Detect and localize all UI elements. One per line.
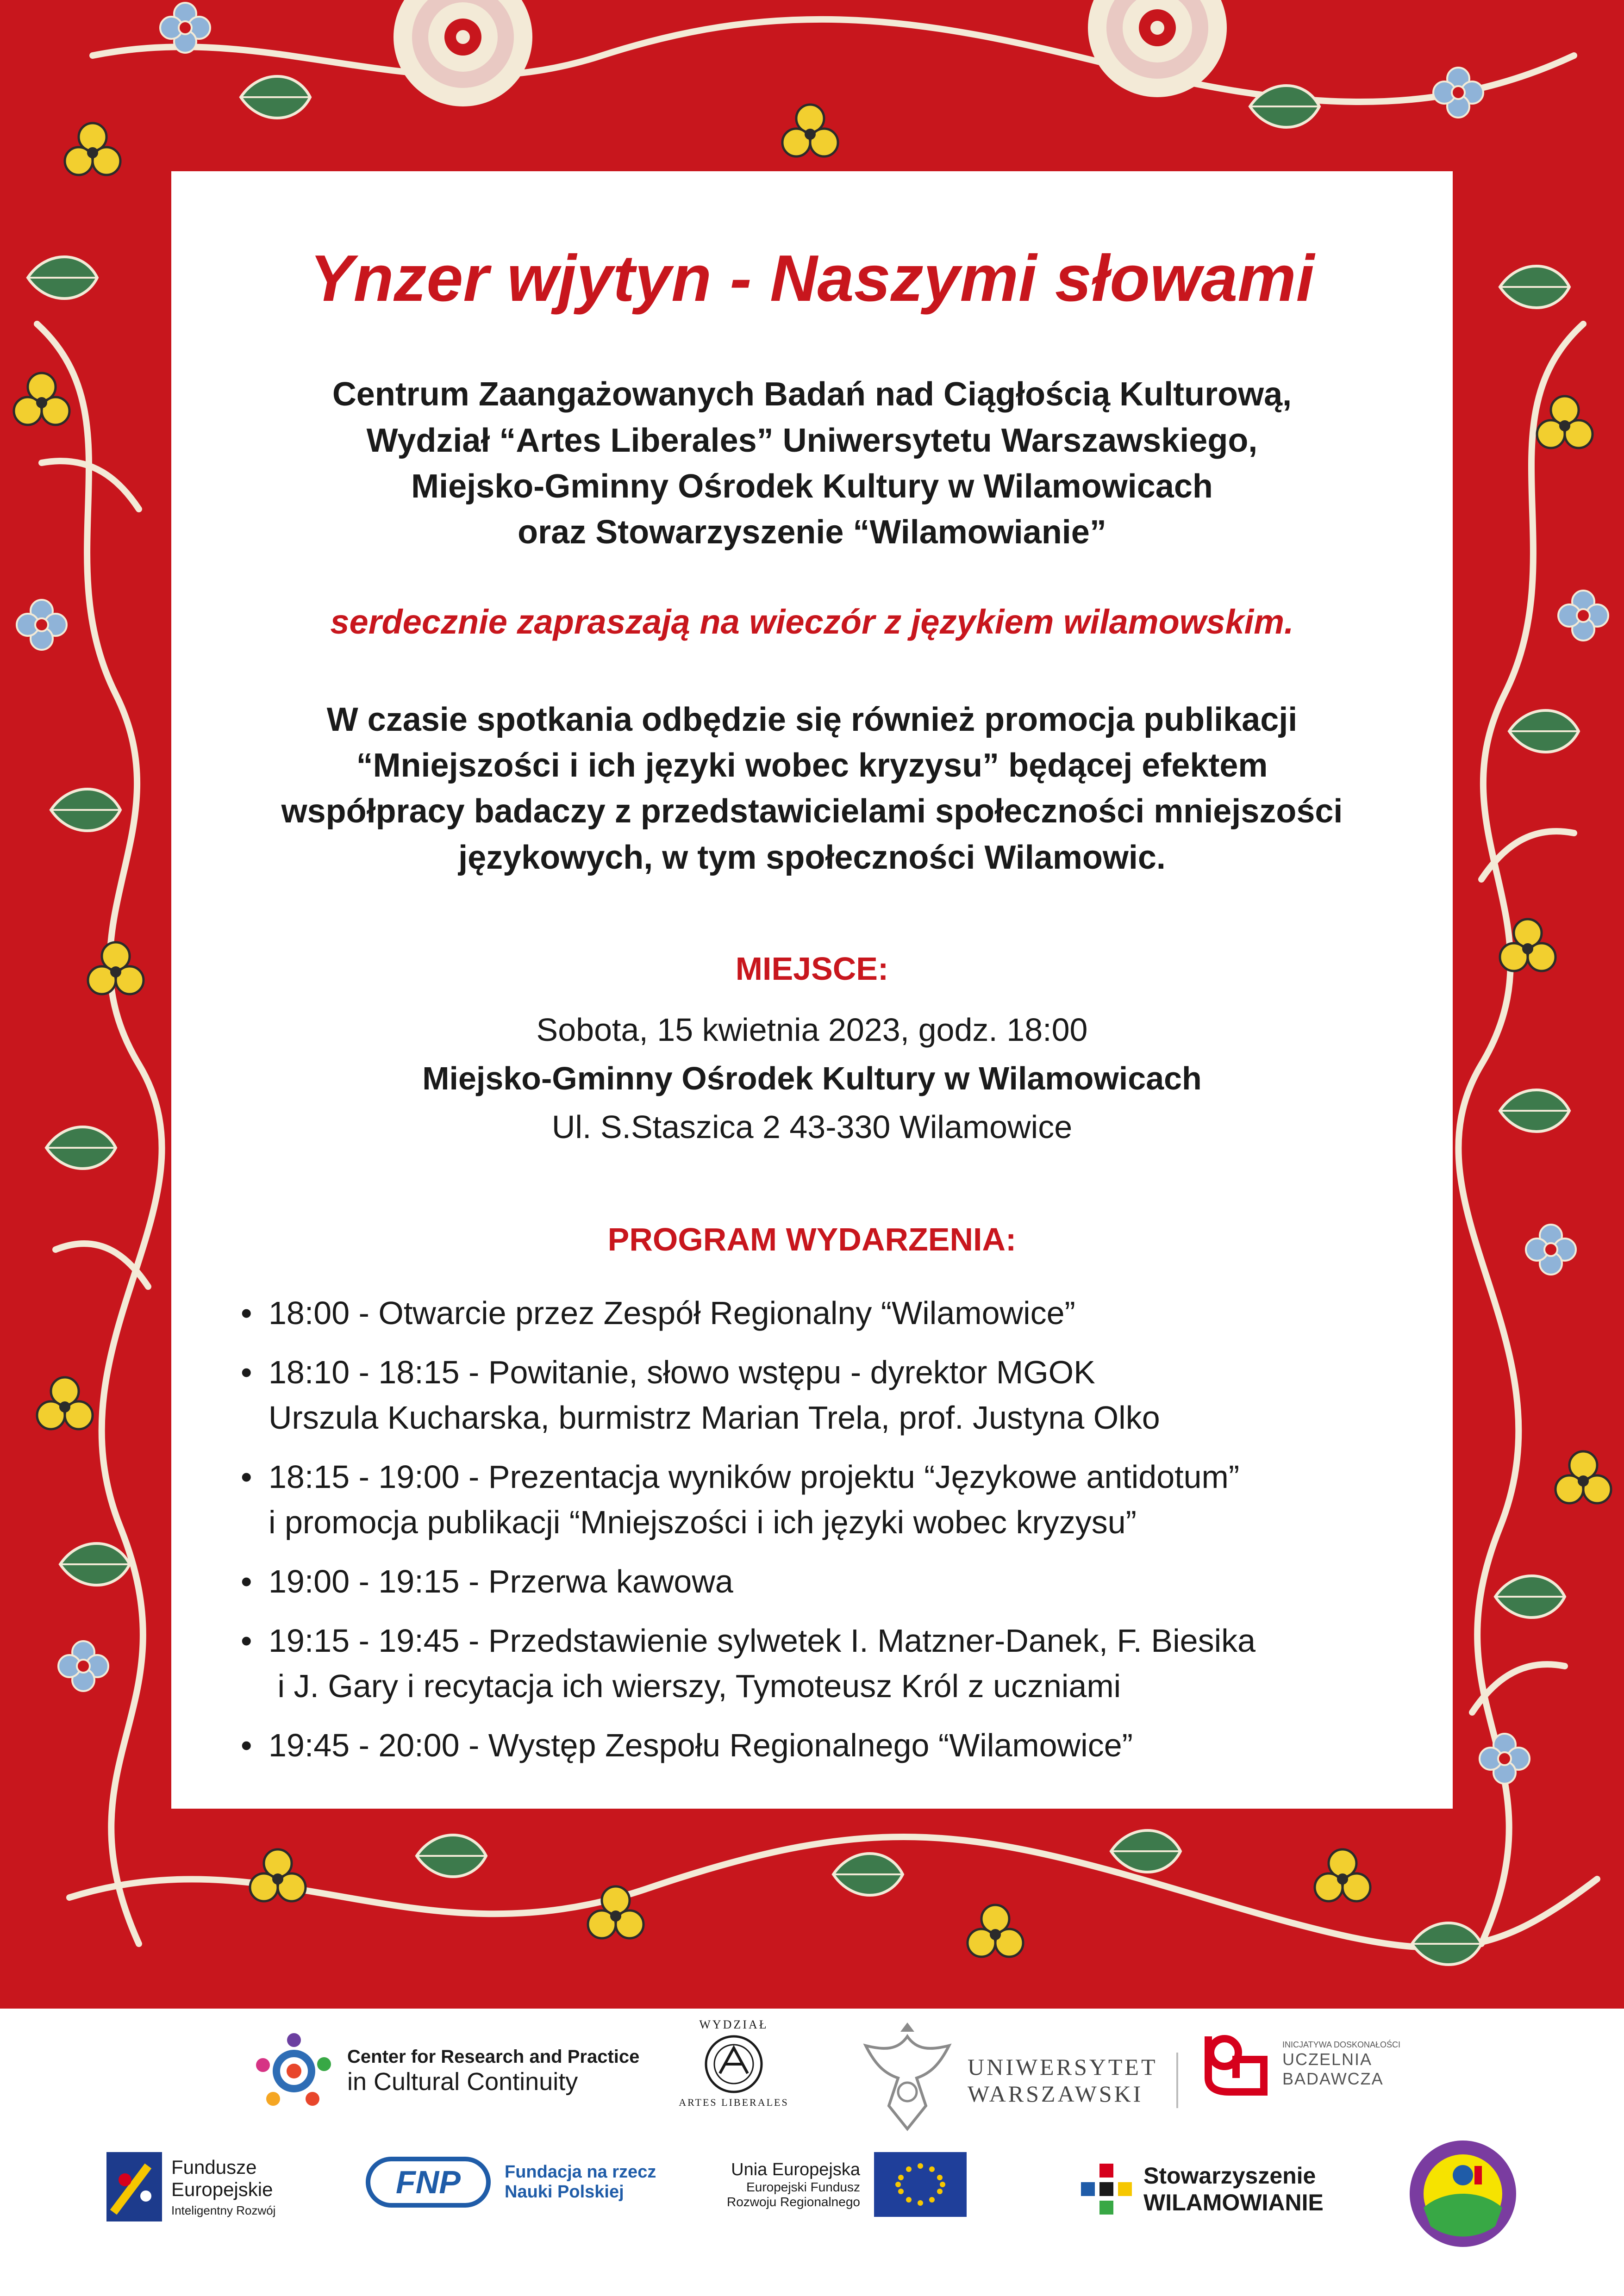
organizer-line: Miejsko-Gminny Ośrodek Kultury w Wilamowicach bbox=[411, 468, 1213, 505]
program-item: • 19:15 - 19:45 - Przedstawienie sylwetek I. Matzner-Danek, F. Biesika i J. Gary i recytacja ich wierszy, Tymoteusz Król z uczniami bbox=[269, 1618, 1453, 1709]
idub-icon bbox=[1199, 2027, 1273, 2101]
eagle-icon bbox=[856, 2022, 958, 2138]
eu-logo: Unia Europejska Europejski Fundusz Rozwoju Regionalnego bbox=[727, 2152, 967, 2217]
bullet-icon: • bbox=[241, 1459, 252, 1495]
crpcc-icon bbox=[255, 2032, 333, 2110]
fnp-mark: FNP bbox=[366, 2157, 491, 2208]
organizer-line: Centrum Zaangażowanych Badań nad Ciągłością Kulturową, bbox=[332, 376, 1292, 413]
logo-divider bbox=[1176, 2053, 1178, 2108]
place-heading: MIEJSCE: bbox=[735, 951, 889, 987]
program-heading: PROGRAM WYDARZENIA: bbox=[607, 1221, 1017, 1258]
artes-liberales-emblem bbox=[701, 2032, 766, 2097]
promotion-line: współpracy badaczy z przedstawicielami społeczności mniejszości bbox=[281, 793, 1343, 830]
promotion-line: “Mniejszości i ich języki wobec kryzysu” będącej efektem bbox=[356, 747, 1268, 784]
artes-liberales-logo: WYDZIAŁ ARTES LIBERALES bbox=[679, 2018, 789, 2108]
fundusze-europejskie-logo: Fundusze Europejskie Inteligentny Rozwój bbox=[106, 2152, 275, 2221]
program-item: • 18:10 - 18:15 - Powitanie, słowo wstępu - dyrektor MGOK Urszula Kucharska, burmistrz Marian Trela, prof. Justyna Olko bbox=[269, 1350, 1453, 1440]
program-item: • 19:00 - 19:15 - Przerwa kawowa bbox=[269, 1559, 1453, 1604]
mgok-logo bbox=[1407, 2138, 1518, 2249]
stowarzyszenie-wilamowianie-logo: Stowarzyszenie WILAMOWIANIE bbox=[1079, 2161, 1324, 2217]
promotion-text bbox=[171, 697, 1453, 881]
program-list bbox=[171, 1290, 1453, 1768]
uw-logo: UNIWERSYTET WARSZAWSKI bbox=[856, 2022, 1178, 2138]
organizer-line: oraz Stowarzyszenie “Wilamowianie” bbox=[518, 514, 1106, 551]
program-item: • 19:45 - 20:00 - Występ Zespołu Regionalnego “Wilamowice” bbox=[269, 1723, 1453, 1768]
partner-logos-footer bbox=[0, 2009, 1624, 2296]
program-item: • 18:00 - Otwarcie przez Zespół Regionalny “Wilamowice” bbox=[269, 1290, 1453, 1336]
mgok-emblem bbox=[1407, 2138, 1518, 2249]
bullet-icon: • bbox=[241, 1295, 252, 1332]
promotion-line: W czasie spotkania odbędzie się również promocja publikacji bbox=[326, 701, 1298, 738]
event-venue: Miejsko-Gminny Ośrodek Kultury w Wilamowicach bbox=[422, 1060, 1202, 1097]
program-item: • 18:15 - 19:00 - Prezentacja wyników projektu “Językowe antidotum” i promocja publikacji “Mniejszości i ich języki wobec kryzysu” bbox=[269, 1454, 1453, 1545]
bullet-icon: • bbox=[241, 1727, 252, 1764]
eu-flag-icon bbox=[874, 2152, 967, 2217]
stowarzyszenie-icon bbox=[1079, 2161, 1134, 2217]
event-address: Ul. S.Staszica 2 43-330 Wilamowice bbox=[551, 1109, 1073, 1145]
fe-icon bbox=[106, 2152, 162, 2221]
organizers bbox=[171, 372, 1453, 555]
place-details bbox=[171, 1006, 1453, 1151]
bullet-icon: • bbox=[241, 1563, 252, 1600]
bullet-icon: • bbox=[241, 1354, 252, 1391]
invitation-text: serdecznie zapraszają na wieczór z językiem wilamowskim. bbox=[330, 602, 1294, 641]
idub-logo: INICJATYWA DOSKONAŁOŚCI UCZELNIA BADAWCZA bbox=[1199, 2027, 1400, 2101]
event-title: Ynzer wjytyn - Naszymi słowami bbox=[309, 242, 1315, 315]
event-date: Sobota, 15 kwietnia 2023, godz. 18:00 bbox=[536, 1012, 1088, 1048]
promotion-line: językowych, w tym społeczności Wilamowic. bbox=[458, 839, 1166, 876]
organizer-line: Wydział “Artes Liberales” Uniwersytetu Warszawskiego, bbox=[366, 422, 1258, 459]
invitation-card bbox=[171, 171, 1453, 1809]
bullet-icon: • bbox=[241, 1623, 252, 1659]
fnp-logo: FNP Fundacja na rzecz Nauki Polskiej bbox=[366, 2157, 656, 2208]
crpcc-logo: Center for Research and Practice in Cultural Continuity bbox=[255, 2032, 639, 2110]
